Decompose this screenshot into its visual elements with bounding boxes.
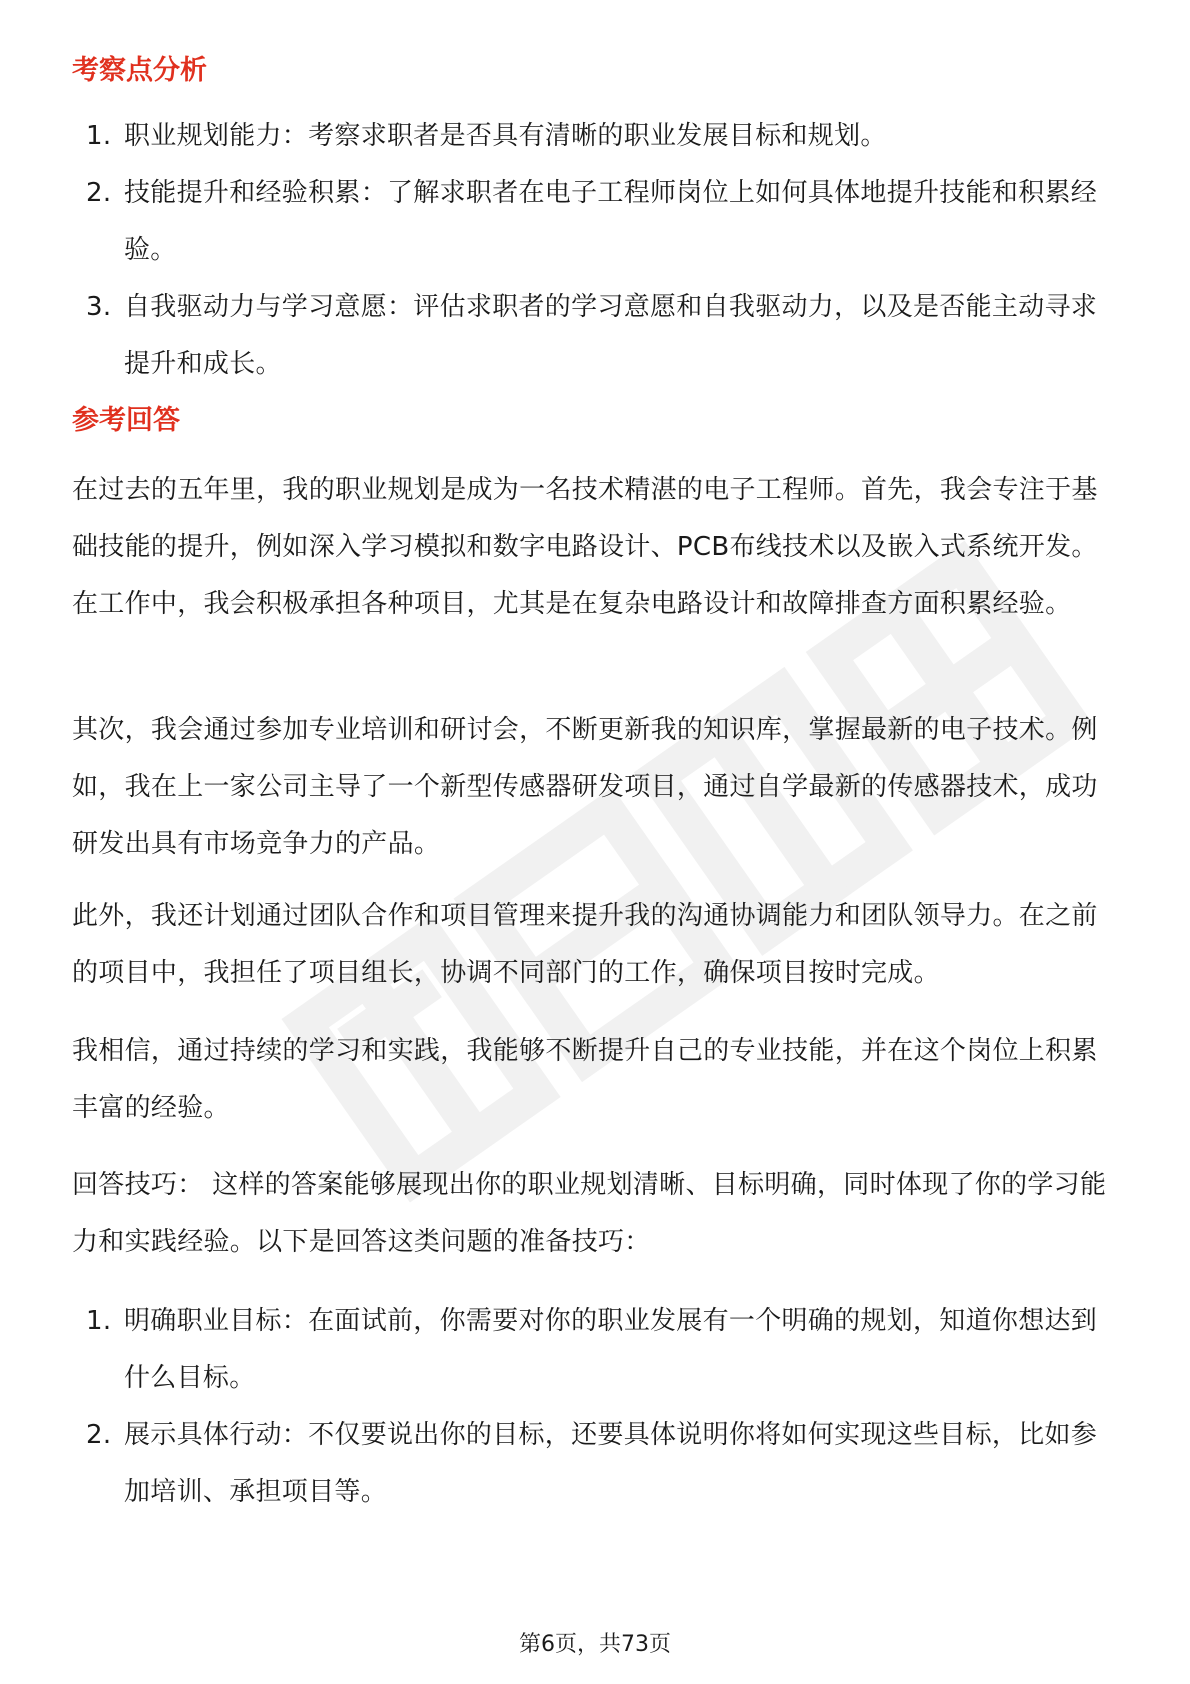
list-number: 2. (86, 178, 112, 208)
tips-list (72, 1293, 1122, 1521)
list-item-text: 技能提升和经验积累：了解求职者在电子工程师岗位上如何具体地提升技能和积累经验。 (124, 178, 1098, 265)
list-number: 1. (86, 121, 112, 151)
list-item (72, 1293, 1122, 1407)
page-number: 第6页，共73页 (519, 1632, 671, 1657)
section-title-answer: 参考回答 (72, 405, 180, 436)
list-item-text: 明确职业目标：在面试前，你需要对你的职业发展有一个明确的规划，知道你想达到什么目标。 (124, 1306, 1098, 1393)
answer-paragraph-3: 此外，我还计划通过团队合作和项目管理来提升我的沟通协调能力和团队领导力。在之前的项目中，我担任了项目组长，协调不同部门的工作，确保项目按时完成。 (72, 901, 1098, 988)
section-title-analysis: 考察点分析 (72, 55, 207, 86)
answer-paragraph-4: 我相信，通过持续的学习和实践，我能够不断提升自己的专业技能，并在这个岗位上积累丰富的经验。 (72, 1036, 1098, 1123)
list-item (72, 279, 1122, 393)
answer-paragraph-1: 在过去的五年里，我的职业规划是成为一名技术精湛的电子工程师。首先，我会专注于基础技能的提升，例如深入学习模拟和数字电路设计、PCB布线技术以及嵌入式系统开发。在工作中，我会积极承担各种项目，尤其是在复杂电路设计和故障排查方面积累经验。 (72, 475, 1098, 619)
list-item-text: 展示具体行动：不仅要说出你的目标，还要具体说明你将如何实现这些目标，比如参加培训、承担项目等。 (124, 1420, 1098, 1507)
list-item (72, 108, 1122, 165)
analysis-list (72, 108, 1122, 393)
list-number: 3. (86, 292, 112, 322)
list-number: 2. (86, 1420, 112, 1450)
list-item (72, 165, 1122, 279)
answer-paragraph-2: 其次，我会通过参加专业培训和研讨会，不断更新我的知识库，掌握最新的电子技术。例如，我在上一家公司主导了一个新型传感器研发项目，通过自学最新的传感器技术，成功研发出具有市场竞争力的产品。 (72, 715, 1098, 859)
list-number: 1. (86, 1306, 112, 1336)
answer-tips-intro: 回答技巧： 这样的答案能够展现出你的职业规划清晰、目标明确，同时体现了你的学习能力和实践经验。以下是回答这类问题的准备技巧： (72, 1170, 1107, 1257)
list-item (72, 1407, 1122, 1521)
list-item-text: 自我驱动力与学习意愿：评估求职者的学习意愿和自我驱动力，以及是否能主动寻求提升和成长。 (124, 292, 1098, 379)
list-item-text: 职业规划能力：考察求职者是否具有清晰的职业发展目标和规划。 (124, 121, 887, 151)
